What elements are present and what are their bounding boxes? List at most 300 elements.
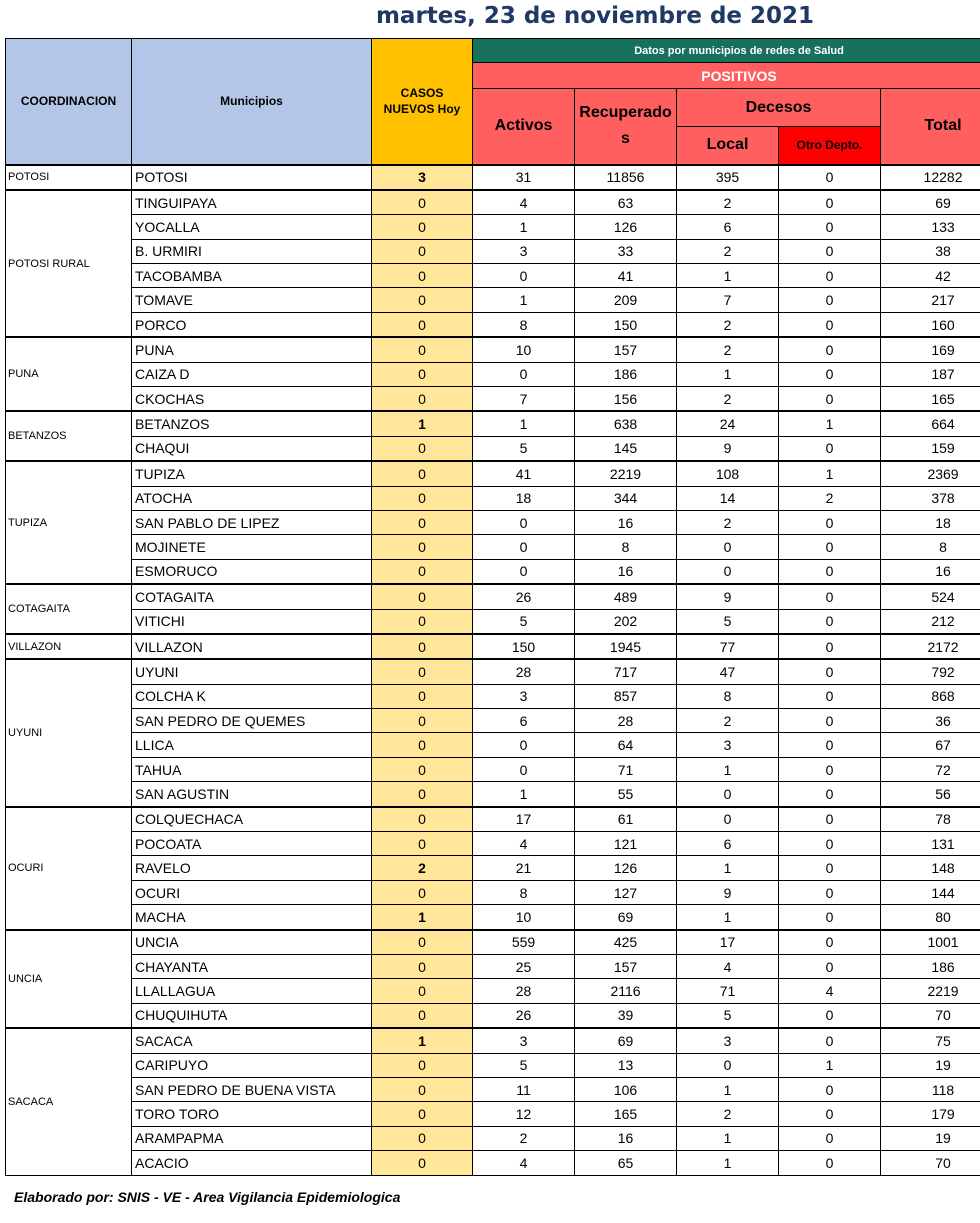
recuperados-cell: 202 — [575, 609, 677, 634]
otro-depto-cell: 0 — [779, 905, 881, 930]
casos-nuevos-cell: 0 — [372, 362, 473, 386]
total-cell: 19 — [881, 1126, 980, 1150]
recuperados-cell: 425 — [575, 930, 677, 955]
local-cell: 395 — [677, 165, 779, 190]
total-cell: 524 — [881, 584, 980, 609]
total-cell: 56 — [881, 782, 980, 807]
activos-cell: 3 — [473, 1028, 575, 1053]
activos-cell: 11 — [473, 1077, 575, 1101]
recuperados-cell: 61 — [575, 807, 677, 832]
table-row — [6, 362, 980, 386]
activos-cell: 5 — [473, 609, 575, 634]
activos-cell: 4 — [473, 832, 575, 856]
casos-nuevos-cell: 0 — [372, 461, 473, 486]
otro-depto-cell: 0 — [779, 535, 881, 559]
header-casos-line2: NUEVOS Hoy — [383, 102, 461, 117]
total-cell: 179 — [881, 1102, 980, 1126]
otro-depto-cell: 0 — [779, 634, 881, 659]
table-row — [6, 436, 980, 461]
recuperados-cell: 638 — [575, 411, 677, 436]
coordinacion-cell: POTOSI — [6, 165, 132, 190]
casos-nuevos-cell: 0 — [372, 239, 473, 263]
casos-nuevos-cell: 0 — [372, 1126, 473, 1150]
casos-nuevos-cell: 0 — [372, 215, 473, 239]
local-cell: 0 — [677, 807, 779, 832]
total-cell: 2172 — [881, 634, 980, 659]
recuperados-cell: 126 — [575, 215, 677, 239]
header-decesos: Decesos — [677, 89, 881, 127]
activos-cell: 1 — [473, 411, 575, 436]
local-cell: 2 — [677, 337, 779, 362]
table-row — [6, 782, 980, 807]
table-row — [6, 955, 980, 979]
casos-nuevos-cell: 0 — [372, 709, 473, 733]
municipio-cell: SAN PEDRO DE BUENA VISTA — [132, 1077, 372, 1101]
local-cell: 2 — [677, 510, 779, 534]
casos-nuevos-cell: 0 — [372, 1102, 473, 1126]
recuperados-cell: 2116 — [575, 979, 677, 1003]
recuperados-cell: 63 — [575, 190, 677, 215]
recuperados-cell: 344 — [575, 486, 677, 510]
header-datos-por-municipios: Datos por municipios de redes de Salud — [473, 39, 980, 63]
otro-depto-cell: 0 — [779, 215, 881, 239]
coordinacion-cell: UNCIA — [6, 930, 132, 1029]
casos-nuevos-cell: 0 — [372, 535, 473, 559]
recuperados-cell: 39 — [575, 1003, 677, 1028]
casos-nuevos-cell: 0 — [372, 930, 473, 955]
otro-depto-cell: 0 — [779, 609, 881, 634]
otro-depto-cell: 0 — [779, 1151, 881, 1175]
casos-nuevos-cell: 0 — [372, 634, 473, 659]
recuperados-cell: 55 — [575, 782, 677, 807]
otro-depto-cell: 0 — [779, 337, 881, 362]
total-cell: 67 — [881, 733, 980, 757]
local-cell: 2 — [677, 709, 779, 733]
local-cell: 14 — [677, 486, 779, 510]
activos-cell: 31 — [473, 165, 575, 190]
activos-cell: 41 — [473, 461, 575, 486]
municipio-cell: UYUNI — [132, 659, 372, 684]
header-recuperados — [575, 89, 677, 165]
casos-nuevos-cell: 0 — [372, 190, 473, 215]
report-title: martes, 23 de noviembre de 2021 — [375, 3, 815, 29]
activos-cell: 0 — [473, 510, 575, 534]
activos-cell: 2 — [473, 1126, 575, 1150]
table-row — [6, 1077, 980, 1101]
municipio-cell: MOJINETE — [132, 535, 372, 559]
activos-cell: 0 — [473, 733, 575, 757]
otro-depto-cell: 0 — [779, 1028, 881, 1053]
total-cell: 70 — [881, 1003, 980, 1028]
table-row — [6, 264, 980, 288]
otro-depto-cell: 0 — [779, 733, 881, 757]
recuperados-cell: 489 — [575, 584, 677, 609]
table-row — [6, 215, 980, 239]
casos-nuevos-cell: 0 — [372, 510, 473, 534]
total-cell: 18 — [881, 510, 980, 534]
recuperados-cell: 69 — [575, 905, 677, 930]
municipio-cell: SAN PEDRO DE QUEMES — [132, 709, 372, 733]
otro-depto-cell: 0 — [779, 684, 881, 708]
otro-depto-cell: 0 — [779, 190, 881, 215]
municipio-cell: OCURI — [132, 880, 372, 904]
activos-cell: 1 — [473, 215, 575, 239]
casos-nuevos-cell: 0 — [372, 1151, 473, 1175]
casos-nuevos-cell: 0 — [372, 1003, 473, 1028]
table-row — [6, 757, 980, 781]
activos-cell: 4 — [473, 1151, 575, 1175]
coordinacion-cell: TUPIZA — [6, 461, 132, 584]
otro-depto-cell: 0 — [779, 757, 881, 781]
table-row — [6, 312, 980, 337]
recuperados-cell: 157 — [575, 337, 677, 362]
casos-nuevos-cell: 0 — [372, 757, 473, 781]
table-row — [6, 288, 980, 312]
local-cell: 2 — [677, 190, 779, 215]
municipio-cell: COLCHA K — [132, 684, 372, 708]
local-cell: 9 — [677, 436, 779, 461]
table-row — [6, 609, 980, 634]
municipio-cell: ARAMPAPMA — [132, 1126, 372, 1150]
table-row — [6, 930, 980, 955]
total-cell: 165 — [881, 387, 980, 412]
recuperados-cell: 16 — [575, 510, 677, 534]
header-activos: Activos — [473, 89, 575, 165]
otro-depto-cell: 0 — [779, 1077, 881, 1101]
recuperados-cell: 16 — [575, 1126, 677, 1150]
casos-nuevos-cell: 3 — [372, 165, 473, 190]
coordinacion-cell: PUNA — [6, 337, 132, 411]
covid-municipal-table — [5, 38, 980, 1176]
total-cell: 42 — [881, 264, 980, 288]
table-row — [6, 1102, 980, 1126]
local-cell: 6 — [677, 215, 779, 239]
activos-cell: 28 — [473, 659, 575, 684]
otro-depto-cell: 0 — [779, 387, 881, 412]
otro-depto-cell: 4 — [779, 979, 881, 1003]
recuperados-cell: 1945 — [575, 634, 677, 659]
table-row — [6, 535, 980, 559]
table-row — [6, 709, 980, 733]
total-cell: 792 — [881, 659, 980, 684]
activos-cell: 1 — [473, 288, 575, 312]
municipio-cell: YOCALLA — [132, 215, 372, 239]
local-cell: 0 — [677, 782, 779, 807]
casos-nuevos-cell: 0 — [372, 387, 473, 412]
casos-nuevos-cell: 0 — [372, 807, 473, 832]
local-cell: 4 — [677, 955, 779, 979]
otro-depto-cell: 0 — [779, 782, 881, 807]
coordinacion-cell: VILLAZON — [6, 634, 132, 659]
table-row — [6, 337, 980, 362]
activos-cell: 3 — [473, 684, 575, 708]
coordinacion-cell: BETANZOS — [6, 411, 132, 461]
total-cell: 78 — [881, 807, 980, 832]
casos-nuevos-cell: 0 — [372, 337, 473, 362]
table-row — [6, 880, 980, 904]
total-cell: 212 — [881, 609, 980, 634]
otro-depto-cell: 0 — [779, 955, 881, 979]
recuperados-cell: 2219 — [575, 461, 677, 486]
casos-nuevos-cell: 0 — [372, 436, 473, 461]
local-cell: 5 — [677, 1003, 779, 1028]
total-cell: 69 — [881, 190, 980, 215]
recuperados-cell: 186 — [575, 362, 677, 386]
otro-depto-cell: 1 — [779, 411, 881, 436]
activos-cell: 12 — [473, 1102, 575, 1126]
casos-nuevos-cell: 0 — [372, 832, 473, 856]
municipio-cell: B. URMIRI — [132, 239, 372, 263]
activos-cell: 17 — [473, 807, 575, 832]
local-cell: 7 — [677, 288, 779, 312]
total-cell: 186 — [881, 955, 980, 979]
table-row — [6, 634, 980, 659]
otro-depto-cell: 0 — [779, 807, 881, 832]
local-cell: 2 — [677, 239, 779, 263]
municipio-cell: CHAYANTA — [132, 955, 372, 979]
local-cell: 24 — [677, 411, 779, 436]
total-cell: 144 — [881, 880, 980, 904]
table-row — [6, 1053, 980, 1077]
coordinacion-cell: POTOSI RURAL — [6, 190, 132, 337]
casos-nuevos-cell: 0 — [372, 684, 473, 708]
otro-depto-cell: 0 — [779, 288, 881, 312]
table-row — [6, 684, 980, 708]
header-casos-nuevos — [372, 39, 473, 165]
local-cell: 2 — [677, 387, 779, 412]
otro-depto-cell: 0 — [779, 239, 881, 263]
municipio-cell: COTAGAITA — [132, 584, 372, 609]
casos-nuevos-cell: 0 — [372, 486, 473, 510]
activos-cell: 25 — [473, 955, 575, 979]
table-row — [6, 856, 980, 880]
otro-depto-cell: 0 — [779, 930, 881, 955]
otro-depto-cell: 0 — [779, 1102, 881, 1126]
activos-cell: 28 — [473, 979, 575, 1003]
activos-cell: 0 — [473, 535, 575, 559]
municipio-cell: UNCIA — [132, 930, 372, 955]
coordinacion-cell: SACACA — [6, 1028, 132, 1175]
activos-cell: 559 — [473, 930, 575, 955]
local-cell: 1 — [677, 362, 779, 386]
casos-nuevos-cell: 0 — [372, 1077, 473, 1101]
local-cell: 0 — [677, 535, 779, 559]
otro-depto-cell: 0 — [779, 832, 881, 856]
activos-cell: 1 — [473, 782, 575, 807]
local-cell: 47 — [677, 659, 779, 684]
recuperados-cell: 64 — [575, 733, 677, 757]
recuperados-cell: 165 — [575, 1102, 677, 1126]
local-cell: 2 — [677, 1102, 779, 1126]
municipio-cell: CARIPUYO — [132, 1053, 372, 1077]
otro-depto-cell: 2 — [779, 486, 881, 510]
recuperados-cell: 106 — [575, 1077, 677, 1101]
municipio-cell: POTOSI — [132, 165, 372, 190]
header-coordinacion: COORDINACION — [6, 39, 132, 165]
table-row — [6, 733, 980, 757]
municipio-cell: SAN AGUSTIN — [132, 782, 372, 807]
recuperados-cell: 71 — [575, 757, 677, 781]
otro-depto-cell: 1 — [779, 1053, 881, 1077]
otro-depto-cell: 1 — [779, 461, 881, 486]
local-cell: 1 — [677, 264, 779, 288]
table-row — [6, 1151, 980, 1175]
total-cell: 378 — [881, 486, 980, 510]
total-cell: 19 — [881, 1053, 980, 1077]
casos-nuevos-cell: 0 — [372, 264, 473, 288]
table-row — [6, 1003, 980, 1028]
casos-nuevos-cell: 0 — [372, 609, 473, 634]
recuperados-cell: 13 — [575, 1053, 677, 1077]
table-row — [6, 486, 980, 510]
municipio-cell: CAIZA D — [132, 362, 372, 386]
municipio-cell: TORO TORO — [132, 1102, 372, 1126]
municipio-cell: COLQUECHACA — [132, 807, 372, 832]
otro-depto-cell: 0 — [779, 165, 881, 190]
otro-depto-cell: 0 — [779, 264, 881, 288]
recuperados-cell: 150 — [575, 312, 677, 337]
table-row — [6, 584, 980, 609]
casos-nuevos-cell: 0 — [372, 312, 473, 337]
casos-nuevos-cell: 0 — [372, 559, 473, 584]
recuperados-cell: 11856 — [575, 165, 677, 190]
otro-depto-cell: 0 — [779, 1003, 881, 1028]
municipio-cell: SACACA — [132, 1028, 372, 1053]
local-cell: 1 — [677, 905, 779, 930]
local-cell: 1 — [677, 856, 779, 880]
total-cell: 664 — [881, 411, 980, 436]
recuperados-cell: 33 — [575, 239, 677, 263]
activos-cell: 0 — [473, 362, 575, 386]
municipio-cell: POCOATA — [132, 832, 372, 856]
otro-depto-cell: 0 — [779, 312, 881, 337]
table-row — [6, 165, 980, 190]
municipio-cell: ESMORUCO — [132, 559, 372, 584]
municipio-cell: SAN PABLO DE LIPEZ — [132, 510, 372, 534]
table-row — [6, 559, 980, 584]
total-cell: 159 — [881, 436, 980, 461]
activos-cell: 21 — [473, 856, 575, 880]
table-row — [6, 387, 980, 412]
table-row — [6, 190, 980, 215]
activos-cell: 0 — [473, 264, 575, 288]
header-otro-depto: Otro Depto. — [779, 127, 881, 165]
total-cell: 80 — [881, 905, 980, 930]
total-cell: 133 — [881, 215, 980, 239]
local-cell: 6 — [677, 832, 779, 856]
municipio-cell: VITICHI — [132, 609, 372, 634]
casos-nuevos-cell: 2 — [372, 856, 473, 880]
recuperados-cell: 157 — [575, 955, 677, 979]
total-cell: 1001 — [881, 930, 980, 955]
activos-cell: 8 — [473, 312, 575, 337]
table-row — [6, 510, 980, 534]
otro-depto-cell: 0 — [779, 880, 881, 904]
total-cell: 8 — [881, 535, 980, 559]
recuperados-cell: 41 — [575, 264, 677, 288]
recuperados-cell: 857 — [575, 684, 677, 708]
otro-depto-cell: 0 — [779, 1126, 881, 1150]
activos-cell: 5 — [473, 1053, 575, 1077]
municipio-cell: CKOCHAS — [132, 387, 372, 412]
otro-depto-cell: 0 — [779, 510, 881, 534]
coordinacion-cell: OCURI — [6, 807, 132, 930]
local-cell: 1 — [677, 1077, 779, 1101]
local-cell: 17 — [677, 930, 779, 955]
activos-cell: 18 — [473, 486, 575, 510]
municipio-cell: LLICA — [132, 733, 372, 757]
table-row — [6, 905, 980, 930]
local-cell: 77 — [677, 634, 779, 659]
activos-cell: 5 — [473, 436, 575, 461]
recuperados-cell: 121 — [575, 832, 677, 856]
casos-nuevos-cell: 0 — [372, 880, 473, 904]
total-cell: 217 — [881, 288, 980, 312]
recuperados-cell: 156 — [575, 387, 677, 412]
activos-cell: 8 — [473, 880, 575, 904]
table-body — [6, 165, 980, 1176]
total-cell: 38 — [881, 239, 980, 263]
otro-depto-cell: 0 — [779, 436, 881, 461]
total-cell: 12282 — [881, 165, 980, 190]
municipio-cell: VILLAZON — [132, 634, 372, 659]
total-cell: 2219 — [881, 979, 980, 1003]
activos-cell: 26 — [473, 584, 575, 609]
total-cell: 868 — [881, 684, 980, 708]
total-cell: 16 — [881, 559, 980, 584]
coordinacion-cell: UYUNI — [6, 659, 132, 806]
total-cell: 72 — [881, 757, 980, 781]
local-cell: 8 — [677, 684, 779, 708]
municipio-cell: ATOCHA — [132, 486, 372, 510]
coordinacion-cell: COTAGAITA — [6, 584, 132, 634]
otro-depto-cell: 0 — [779, 584, 881, 609]
recuperados-cell: 717 — [575, 659, 677, 684]
municipio-cell: CHUQUIHUTA — [132, 1003, 372, 1028]
local-cell: 9 — [677, 880, 779, 904]
activos-cell: 0 — [473, 559, 575, 584]
municipio-cell: TOMAVE — [132, 288, 372, 312]
municipio-cell: TUPIZA — [132, 461, 372, 486]
municipio-cell: PUNA — [132, 337, 372, 362]
recuperados-cell: 145 — [575, 436, 677, 461]
recuperados-cell: 28 — [575, 709, 677, 733]
total-cell: 131 — [881, 832, 980, 856]
municipio-cell: MACHA — [132, 905, 372, 930]
total-cell: 160 — [881, 312, 980, 337]
municipio-cell: PORCO — [132, 312, 372, 337]
activos-cell: 26 — [473, 1003, 575, 1028]
local-cell: 0 — [677, 1053, 779, 1077]
table-row — [6, 807, 980, 832]
header-recuperados-line2: s — [621, 130, 630, 148]
total-cell: 2369 — [881, 461, 980, 486]
table-row — [6, 659, 980, 684]
otro-depto-cell: 0 — [779, 856, 881, 880]
municipio-cell: LLALLAGUA — [132, 979, 372, 1003]
municipio-cell: BETANZOS — [132, 411, 372, 436]
activos-cell: 3 — [473, 239, 575, 263]
municipio-cell: ACACIO — [132, 1151, 372, 1175]
table-row — [6, 1126, 980, 1150]
casos-nuevos-cell: 0 — [372, 1053, 473, 1077]
casos-nuevos-cell: 0 — [372, 659, 473, 684]
otro-depto-cell: 0 — [779, 659, 881, 684]
header-recuperados-line1: Recuperado — [579, 104, 672, 122]
table-row — [6, 832, 980, 856]
header-municipios: Municipios — [132, 39, 372, 165]
local-cell: 1 — [677, 1126, 779, 1150]
